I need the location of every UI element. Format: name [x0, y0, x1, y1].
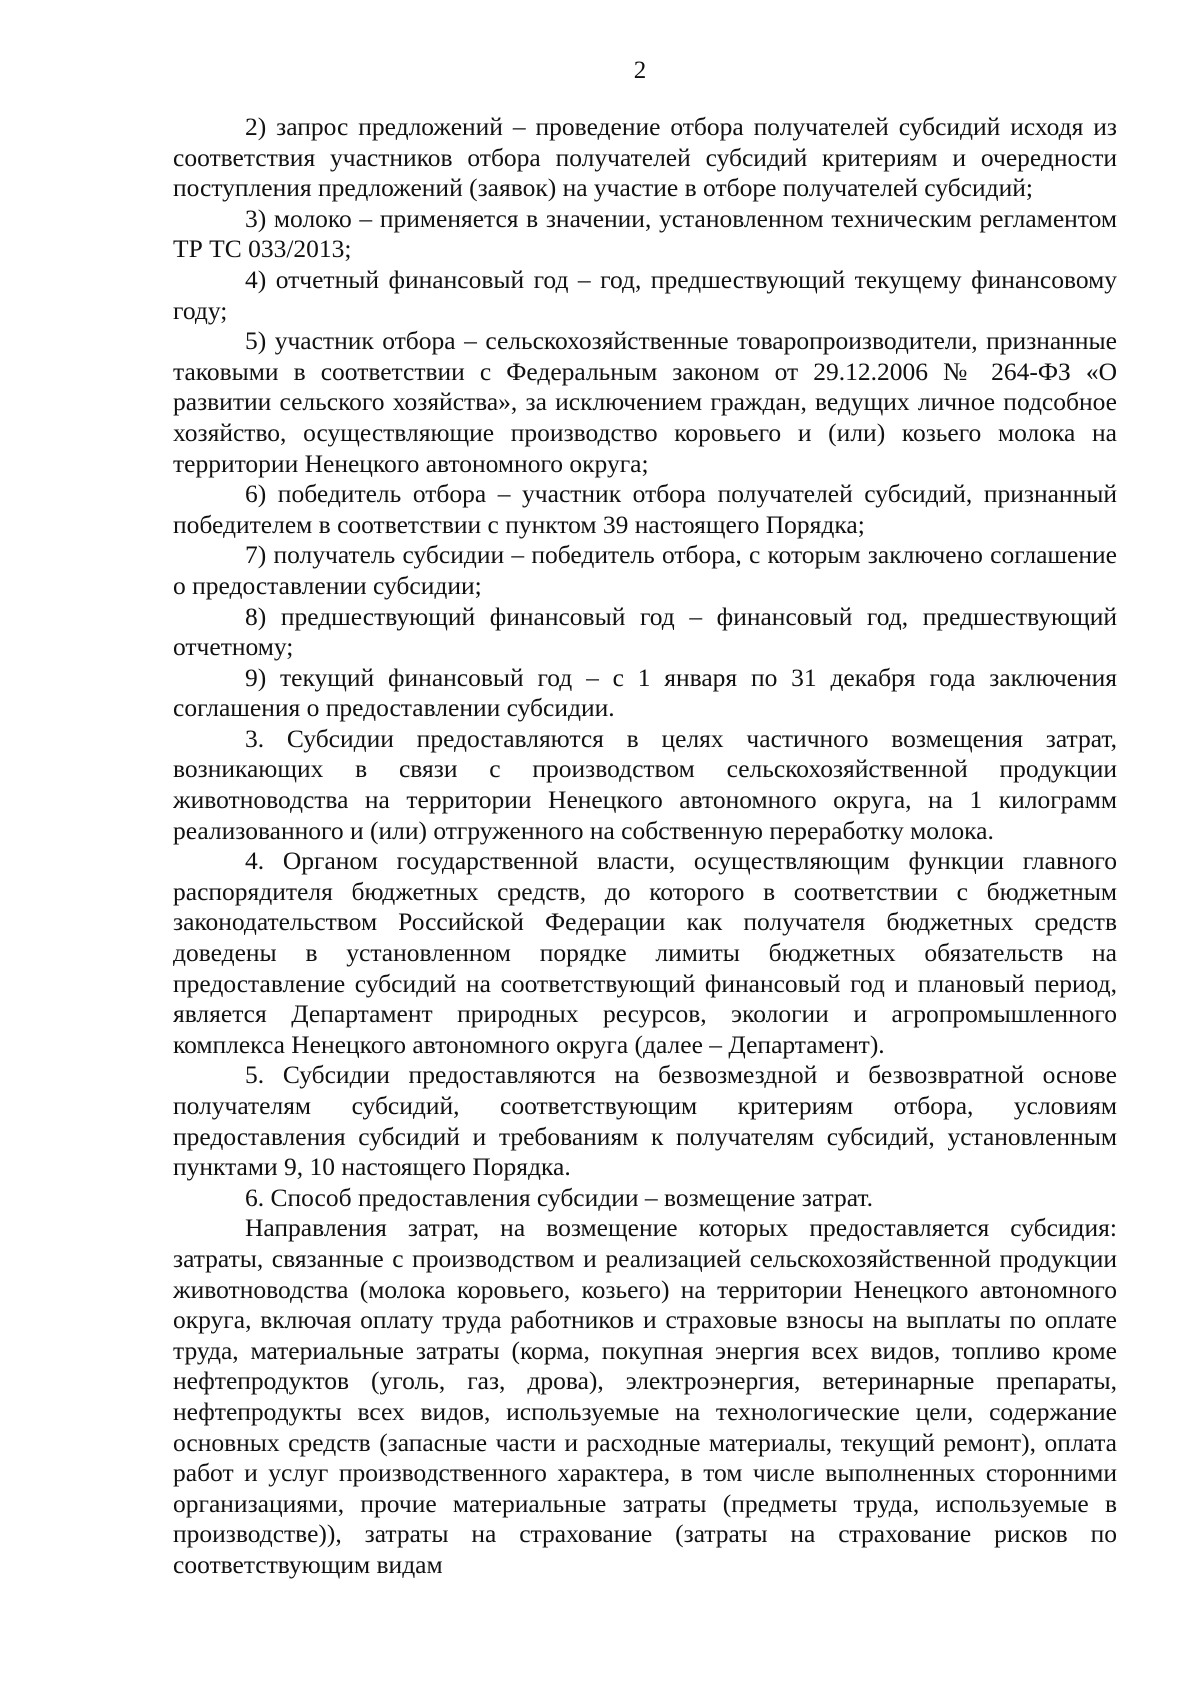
- page-number: 2: [633, 57, 647, 84]
- paragraph-definition-9: 9) текущий финансовый год – с 1 января по 31 декабря года заключения соглашения о предоставлении субсидии.: [173, 662, 1117, 723]
- paragraph-definition-5: 5) участник отбора – сельскохозяйственные товаропроизводители, признанные таковыми в соответствии с Федеральным законом от 29.12.2006 № 264-ФЗ «О развитии сельского хозяйства», за исключением граждан, ведущих личное подсобное хозяйство, осуществляющие производство коровьего и (или) козьего молока на территории Ненецкого автономного округа;: [173, 326, 1117, 478]
- paragraph-definition-6: 6) победитель отбора – участник отбора получателей субсидий, признанный победителем в соответствии с пунктом 39 настоящего Порядка;: [173, 479, 1117, 539]
- paragraph-clause-3: 3. Субсидии предоставляются в целях частичного возмещения затрат, возникающих в связи с производством сельскохозяйственной продукции животноводства на территории Ненецкого автономного округа, на 1 килограмм реализованного и (или) отгруженного на собственную переработку молока.: [173, 723, 1117, 845]
- paragraph-clause-4: 4. Органом государственной власти, осуществляющим функции главного распорядителя бюджетных средств, до которого в соответствии с бюджетным законодательством Российской Федерации как получателя бюджетных средств доведены в установленном порядке лимиты бюджетных обязательств на предоставление субсидий на соответствующий финансовый год и плановый период, является Департамент природных ресурсов, экологии и агропромышленного комплекса Ненецкого автономного округа (далее – Департамент).: [173, 846, 1117, 1059]
- paragraph-definition-8: 8) предшествующий финансовый год – финансовый год, предшествующий отчетному;: [173, 601, 1117, 662]
- paragraph-definition-2: 2) запрос предложений – проведение отбора получателей субсидий исходя из соответствия участников отбора получателей субсидий критериям и очередности поступления предложений (заявок) на участие в отборе получателей субсидий;: [173, 112, 1117, 203]
- paragraph-clause-5: 5. Субсидии предоставляются на безвозмездной и безвозвратной основе получателям субсидий, соответствующим критериям отбора, условиям предоставления субсидий и требованиям к получателям субсидий, установленным пунктами 9, 10 настоящего Порядка.: [173, 1060, 1117, 1182]
- paragraph-definition-7: 7) получатель субсидии – победитель отбора, с которым заключено соглашение о предоставлении субсидии;: [173, 540, 1117, 600]
- paragraph-definition-3: 3) молоко – применяется в значении, установленном техническим регламентом ТР ТС 033/2013;: [173, 203, 1117, 264]
- document-body: [173, 112, 1117, 1581]
- paragraph-definition-4: 4) отчетный финансовый год – год, предшествующий текущему финансовому году;: [173, 264, 1117, 325]
- paragraph-clause-6: 6. Способ предоставления субсидии – возмещение затрат.: [245, 1182, 873, 1212]
- paragraph-cost-directions: Направления затрат, на возмещение которых предоставляется субсидия: затраты, связанные с производством и реализацией сельскохозяйственной продукции животноводства (молока коровьего, козьего) на территории Ненецкого автономного округа, включая оплату труда работников и страховые взносы на выплаты по оплате труда, материальные затраты (корма, покупная энергия всех видов, топливо кроме нефтепродуктов (уголь, газ, дрова), электроэнергия, ветеринарные препараты, нефтепродукты всех видов, используемые на технологические цели, содержание основных средств (запасные части и расходные материалы, текущий ремонт), оплата работ и услуг производственного характера, в том числе выполненных сторонними организациями, прочие материальные затраты (предметы труда, используемые в производстве)), затраты на страхование (затраты на страхование рисков по соответствующим видам: [173, 1213, 1117, 1579]
